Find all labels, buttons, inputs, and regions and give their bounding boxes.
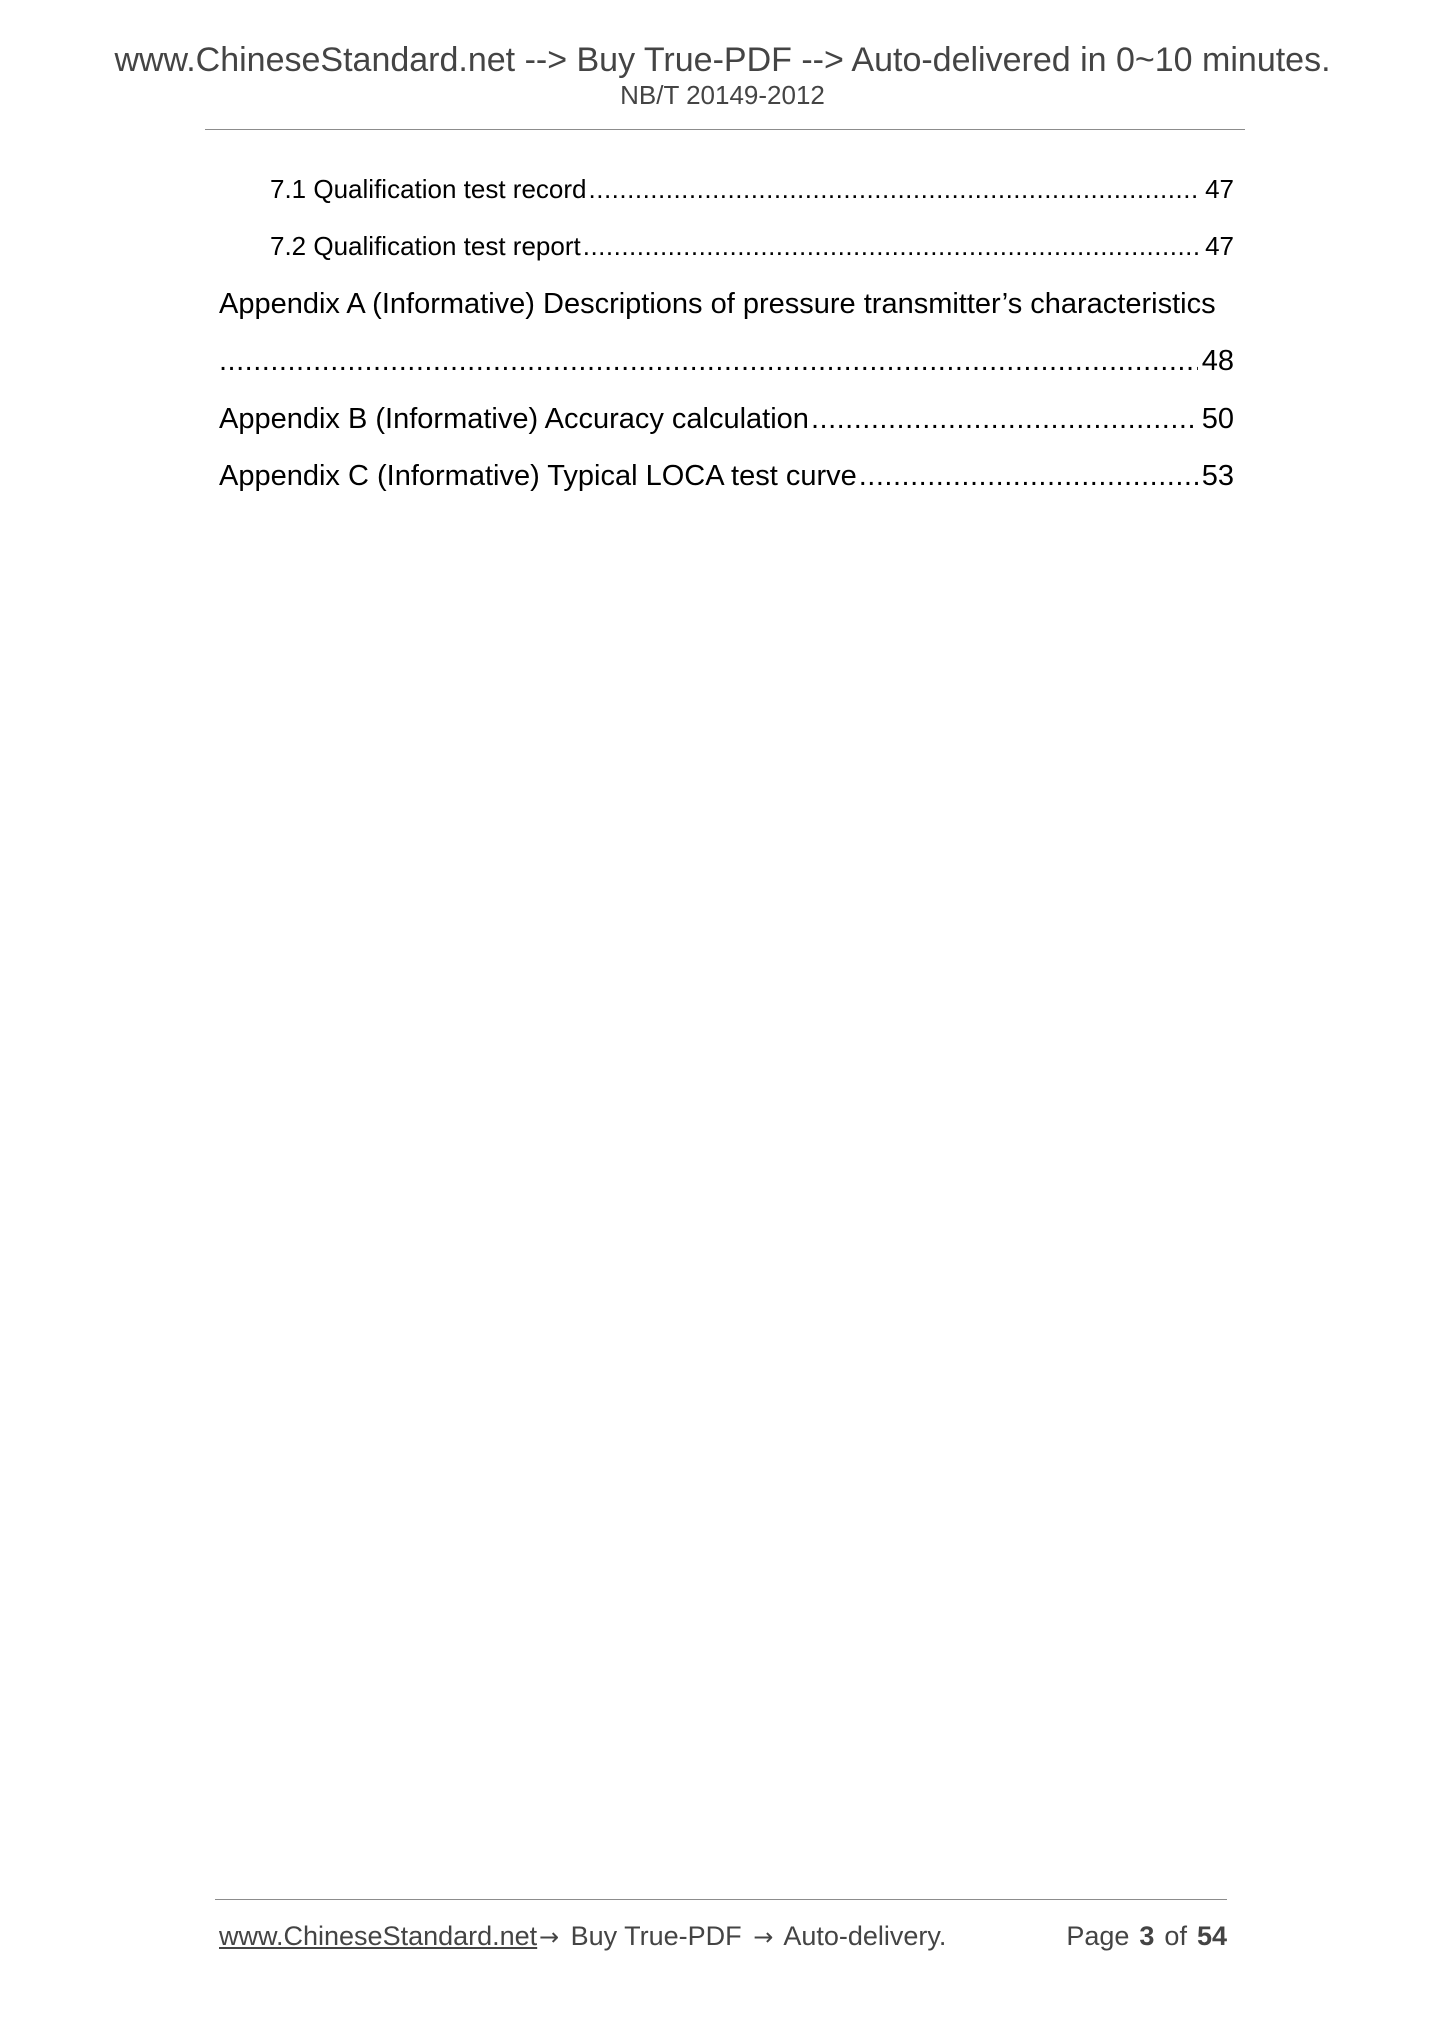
toc-dot-leader xyxy=(589,172,1202,206)
toc-entry-appendix-a-leader[interactable] xyxy=(219,342,1234,380)
page-footer xyxy=(219,1918,1227,1954)
toc-entry-title: Appendix A (Informative) Descriptions of pressure transmitter’s characteristics xyxy=(219,288,1216,320)
header-banner: www.ChineseStandard.net --> Buy True-PDF --> Auto-delivered in 0~10 minutes. xyxy=(114,41,1331,79)
toc-entry-page: 50 xyxy=(1201,403,1234,435)
arrow-right-icon: → xyxy=(753,1923,774,1951)
footer-website-link[interactable]: www.ChineseStandard.net xyxy=(219,1921,538,1951)
toc-entry-appendix-b[interactable] xyxy=(219,400,1234,438)
total-pages: 54 xyxy=(1196,1921,1227,1951)
toc-entry-appendix-c[interactable] xyxy=(219,457,1234,495)
of-label: of xyxy=(1164,1921,1187,1951)
toc-entry-page: 48 xyxy=(1201,345,1234,377)
toc-entry-title: 7.1 Qualification test record xyxy=(270,174,587,204)
toc-entry-page: 47 xyxy=(1205,231,1234,261)
page-number xyxy=(1066,1918,1227,1954)
current-page: 3 xyxy=(1139,1921,1155,1951)
arrow-right-icon: → xyxy=(539,1923,560,1951)
footer-tagline xyxy=(535,1918,946,1955)
toc-entry-appendix-a[interactable] xyxy=(219,285,1234,323)
toc-entry-7-2[interactable] xyxy=(270,229,1234,263)
footer-delivery-text: Auto-delivery. xyxy=(783,1921,947,1951)
document-code: NB/T 20149-2012 xyxy=(620,80,825,110)
toc-dot-leader xyxy=(219,342,1198,380)
toc-entry-page: 47 xyxy=(1205,174,1234,204)
toc-dot-leader xyxy=(859,457,1198,495)
footer-divider xyxy=(215,1899,1227,1900)
toc-entry-page: 53 xyxy=(1201,460,1234,492)
toc-entry-title: Appendix B (Informative) Accuracy calculation xyxy=(219,403,809,435)
toc-entry-title: 7.2 Qualification test report xyxy=(270,231,581,261)
toc-entry-title: Appendix C (Informative) Typical LOCA test curve xyxy=(219,460,857,492)
page-label: Page xyxy=(1066,1921,1130,1951)
toc-dot-leader xyxy=(583,229,1201,263)
header-divider xyxy=(205,129,1245,130)
toc-dot-leader xyxy=(811,400,1198,438)
footer-buy-text: Buy True-PDF xyxy=(570,1921,742,1951)
toc-entry-7-1[interactable] xyxy=(270,172,1234,206)
